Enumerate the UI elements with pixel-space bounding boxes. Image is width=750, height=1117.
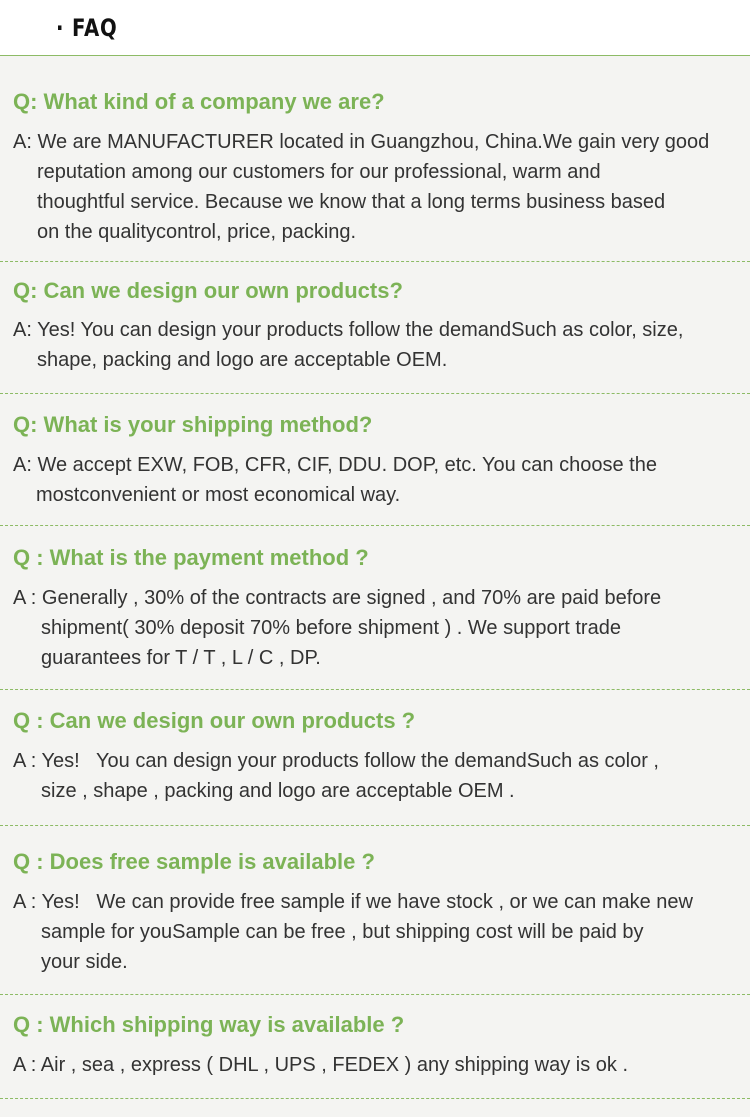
faq-header: [0, 0, 750, 56]
faq-question: Q: Can we design our own products?: [13, 278, 403, 303]
faq-answer: [13, 127, 709, 247]
faq-question: Q : What is the payment method ?: [13, 545, 369, 570]
faq-question: Q: What kind of a company we are?: [13, 89, 385, 114]
answer-line: guarantees for T / T , L / C , DP.: [41, 647, 321, 669]
faq-divider: [0, 393, 750, 394]
answer-line: A : Yes! We can provide free sample if we have stock , or we can make new: [13, 891, 693, 913]
answer-line: A: Yes! You can design your products follow the demandSuch as color, size,: [13, 319, 684, 341]
faq-answer: [13, 1050, 628, 1080]
faq-answer: [13, 450, 657, 510]
answer-line: mostconvenient or most economical way.: [36, 484, 401, 506]
header-divider: [0, 55, 750, 56]
faq-title: · FAQ: [56, 14, 118, 42]
answer-line: size , shape , packing and logo are acceptable OEM .: [41, 780, 515, 802]
answer-line: A : Air , sea , express ( DHL , UPS , FEDEX ) any shipping way is ok .: [13, 1054, 629, 1076]
answer-line: sample for youSample can be free , but shipping cost will be paid by: [41, 921, 644, 943]
answer-line: your side.: [41, 951, 128, 973]
faq-divider: [0, 825, 750, 826]
answer-line: shape, packing and logo are acceptable OEM.: [37, 349, 448, 371]
faq-divider: [0, 1098, 750, 1099]
answer-line: A: We are MANUFACTURER located in Guangzhou, China.We gain very good: [13, 131, 710, 153]
answer-line: reputation among our customers for our professional, warm and: [37, 161, 601, 183]
faq-question: Q : Which shipping way is available ?: [13, 1012, 405, 1037]
faq-question: Q : Can we design our own products ?: [13, 708, 416, 733]
answer-line: A : Generally , 30% of the contracts are signed , and 70% are paid before: [13, 587, 662, 609]
faq-divider: [0, 689, 750, 690]
faq-divider: [0, 261, 750, 262]
answer-line: on the qualitycontrol, price, packing.: [37, 221, 357, 243]
answer-line: thoughtful service. Because we know that a long terms business based: [37, 191, 666, 213]
answer-line: A: We accept EXW, FOB, CFR, CIF, DDU. DOP, etc. You can choose the: [13, 454, 657, 476]
faq-answer: [13, 315, 683, 375]
answer-line: A : Yes! You can design your products follow the demandSuch as color ,: [13, 750, 659, 772]
faq-question: Q: What is your shipping method?: [13, 412, 373, 437]
faq-answer: [13, 746, 659, 806]
faq-answer: [13, 583, 661, 673]
faq-answer: [13, 887, 693, 977]
faq-question: Q : Does free sample is available ?: [13, 849, 375, 874]
faq-divider: [0, 525, 750, 526]
faq-divider: [0, 994, 750, 995]
answer-line: shipment( 30% deposit 70% before shipment ) . We support trade: [41, 617, 621, 639]
